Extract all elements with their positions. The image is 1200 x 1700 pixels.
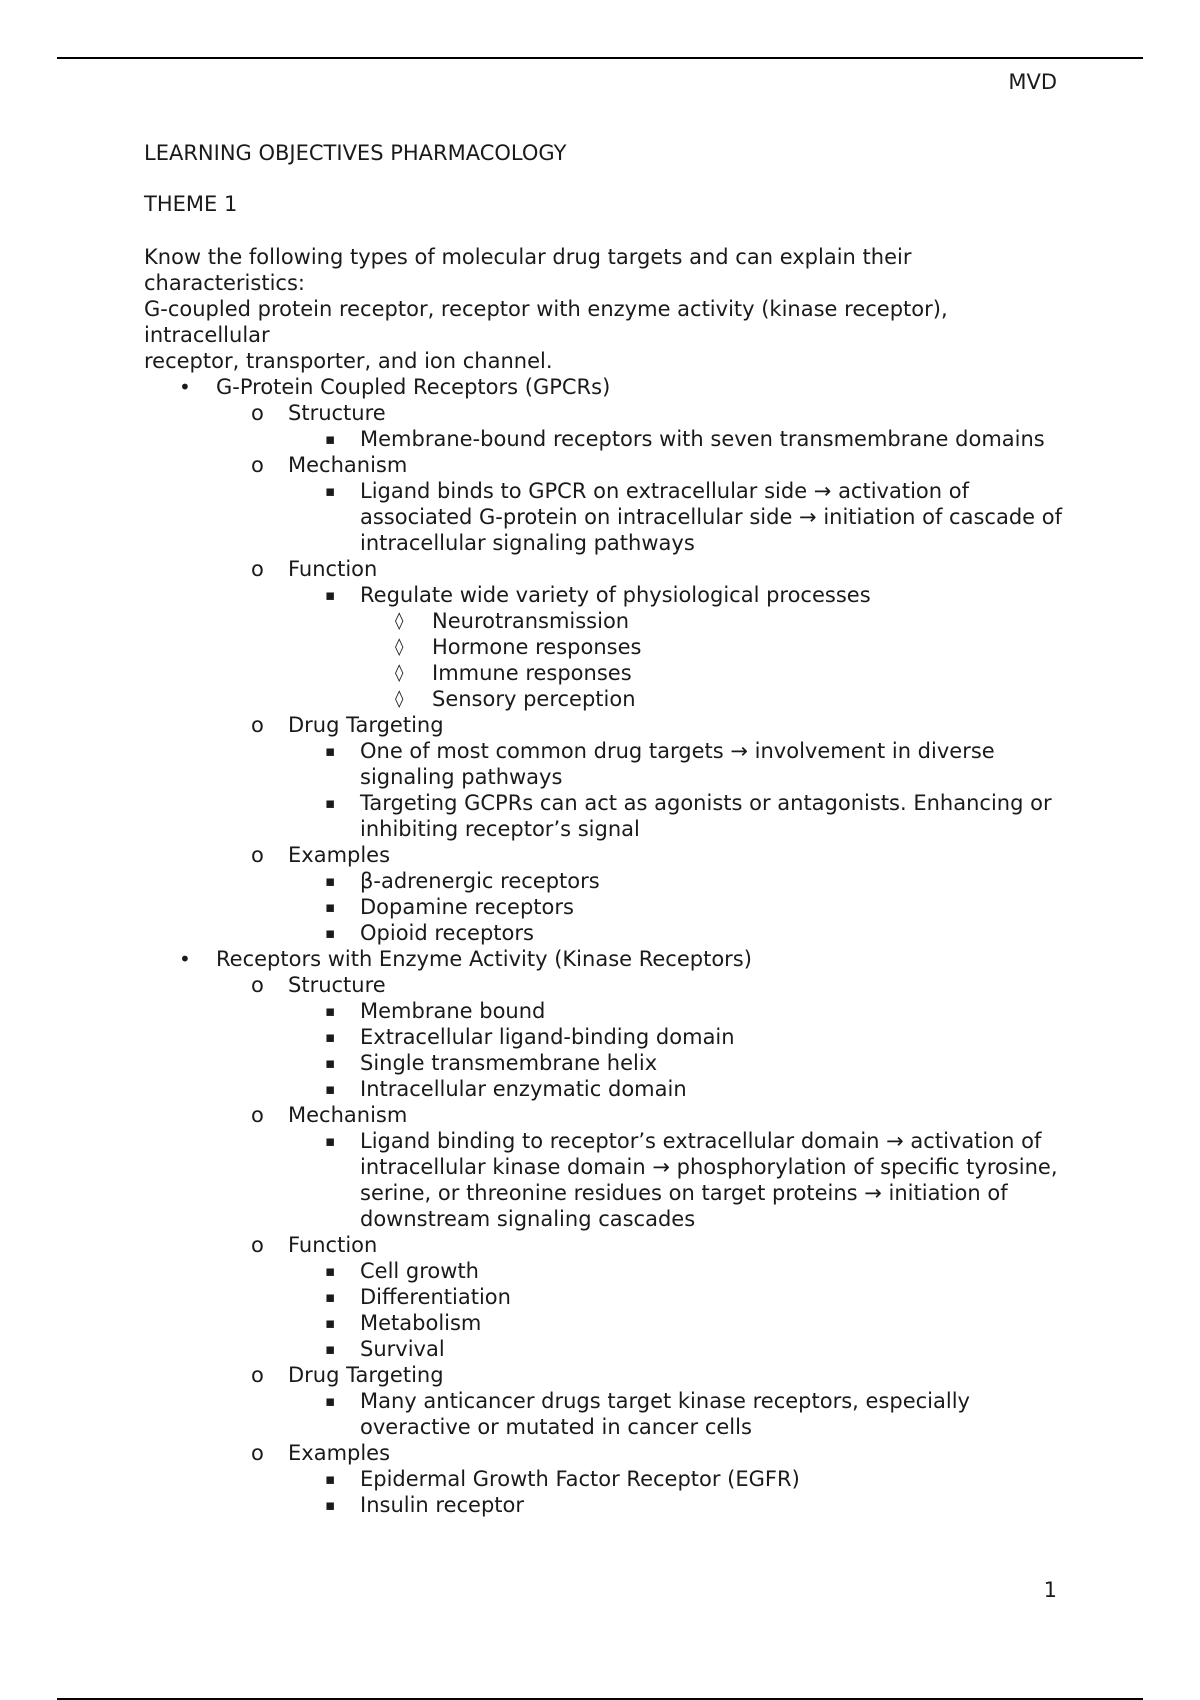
subsection-title: Drug Targeting (288, 1363, 444, 1387)
header-rule (57, 57, 1143, 59)
point-item (144, 920, 1064, 946)
bullet-icon: o (251, 713, 264, 737)
intro-line: Know the following types of molecular drug targets and can explain their characteristics: (144, 245, 912, 295)
point-text: Epidermal Growth Factor Receptor (EGFR) (360, 1467, 800, 1491)
point-item (144, 1076, 1064, 1102)
point-text: Ligand binds to GPCR on extracellular side → activation of associated G-protein on intracellular side → initiation of cascade of intracellular signaling pathways (360, 479, 1062, 555)
subpoint-text: Sensory perception (432, 687, 636, 711)
subsection-item (144, 400, 1064, 452)
point-item (144, 894, 1064, 920)
subsection-item (144, 1362, 1064, 1440)
bullet-icon: ▪ (325, 898, 336, 916)
subsection-item (144, 972, 1064, 1102)
point-item (144, 790, 1064, 842)
point-item (144, 478, 1064, 556)
bullet-icon: ◊ (395, 637, 404, 657)
bullet-icon: ▪ (325, 1002, 336, 1020)
subpoint-item (144, 634, 1064, 660)
point-list (288, 1258, 1064, 1362)
subsection-list (216, 400, 1064, 946)
bullet-icon: ▪ (325, 1496, 336, 1514)
point-item (144, 998, 1064, 1024)
bullet-icon: ▪ (325, 586, 336, 604)
point-item (144, 1024, 1064, 1050)
bullet-icon: o (251, 453, 264, 477)
point-item (144, 1128, 1064, 1232)
point-item (144, 1466, 1064, 1492)
bullet-icon: o (251, 1103, 264, 1127)
bullet-icon: ▪ (325, 430, 336, 448)
point-item (144, 1284, 1064, 1310)
point-text: Opioid receptors (360, 921, 534, 945)
subsection-title: Examples (288, 1441, 391, 1465)
point-list (288, 1388, 1064, 1440)
section-title: Receptors with Enzyme Activity (Kinase Receptors) (216, 947, 752, 971)
subsection-title: Mechanism (288, 453, 408, 477)
subpoint-item (144, 686, 1064, 712)
bullet-icon: ◊ (395, 689, 404, 709)
bullet-icon: o (251, 1441, 264, 1465)
bullet-icon: ▪ (325, 1054, 336, 1072)
point-text: Ligand binding to receptor’s extracellular domain → activation of intracellular kinase domain → phosphorylation of specific tyrosine, serine, or threonine residues on target proteins → initiation of downstream signaling cascades (360, 1129, 1058, 1231)
bullet-icon: ▪ (325, 872, 336, 890)
point-list (288, 582, 1064, 712)
section-item (144, 374, 1064, 946)
subpoint-text: Immune responses (432, 661, 632, 685)
point-text: Cell growth (360, 1259, 479, 1283)
point-item (144, 426, 1064, 452)
point-item (144, 1388, 1064, 1440)
subsection-title: Function (288, 557, 378, 581)
intro-line: G-coupled protein receptor, receptor with enzyme activity (kinase receptor), intracellular (144, 297, 948, 347)
theme-heading: THEME 1 (144, 192, 238, 216)
point-text: Metabolism (360, 1311, 482, 1335)
subpoint-text: Neurotransmission (432, 609, 630, 633)
point-text: Extracellular ligand-binding domain (360, 1025, 735, 1049)
point-text: Survival (360, 1337, 445, 1361)
bullet-icon: ▪ (325, 1262, 336, 1280)
subsection-title: Structure (288, 401, 386, 425)
subsection-list (216, 972, 1064, 1518)
point-list (288, 478, 1064, 556)
point-text: Membrane bound (360, 999, 546, 1023)
point-text: Intracellular enzymatic domain (360, 1077, 687, 1101)
point-text: Dopamine receptors (360, 895, 574, 919)
subsection-item (144, 1232, 1064, 1362)
point-item (144, 738, 1064, 790)
subsection-item (144, 452, 1064, 556)
point-list (288, 998, 1064, 1102)
bullet-icon: ▪ (325, 1470, 336, 1488)
subsection-title: Mechanism (288, 1103, 408, 1127)
section-item (144, 946, 1064, 1518)
point-text: Differentiation (360, 1285, 511, 1309)
subsection-title: Drug Targeting (288, 713, 444, 737)
point-item (144, 582, 1064, 712)
section-title: G-Protein Coupled Receptors (GPCRs) (216, 375, 611, 399)
bullet-icon: o (251, 843, 264, 867)
bullet-icon: ▪ (325, 1132, 336, 1150)
bullet-icon: o (251, 1363, 264, 1387)
point-text: Targeting GCPRs can act as agonists or antagonists. Enhancing or inhibiting receptor’s signal (360, 791, 1052, 841)
subpoint-text: Hormone responses (432, 635, 642, 659)
document-body (144, 140, 1064, 1518)
point-list (288, 738, 1064, 842)
bullet-icon: ▪ (325, 1340, 336, 1358)
point-item (144, 1050, 1064, 1076)
point-text: β-adrenergic receptors (360, 869, 600, 893)
objectives-outline (144, 374, 1064, 1518)
intro-line: receptor, transporter, and ion channel. (144, 349, 553, 373)
bullet-icon: ◊ (395, 611, 404, 631)
point-list (288, 1466, 1064, 1518)
bullet-icon: o (251, 973, 264, 997)
subsection-item (144, 1440, 1064, 1518)
bullet-icon: • (179, 947, 191, 971)
subsection-title: Function (288, 1233, 378, 1257)
subsection-item (144, 556, 1064, 712)
point-item (144, 868, 1064, 894)
subsection-item (144, 842, 1064, 946)
point-text: Membrane-bound receptors with seven transmembrane domains (360, 427, 1045, 451)
subsection-title: Examples (288, 843, 391, 867)
point-item (144, 1336, 1064, 1362)
bullet-icon: • (179, 375, 191, 399)
bullet-icon: ▪ (325, 1028, 336, 1046)
subpoint-list (360, 608, 1064, 712)
bullet-icon: ▪ (325, 482, 336, 500)
point-item (144, 1492, 1064, 1518)
bullet-icon: o (251, 1233, 264, 1257)
point-text: One of most common drug targets → involvement in diverse signaling pathways (360, 739, 995, 789)
point-list (288, 868, 1064, 946)
bullet-icon: ▪ (325, 1080, 336, 1098)
bullet-icon: ▪ (325, 794, 336, 812)
document-title: LEARNING OBJECTIVES PHARMACOLOGY (144, 141, 567, 165)
subsection-item (144, 712, 1064, 842)
bullet-icon: ◊ (395, 663, 404, 683)
bullet-icon: ▪ (325, 924, 336, 942)
point-text: Insulin receptor (360, 1493, 525, 1517)
header-initials: MVD (1008, 70, 1057, 94)
point-list (288, 426, 1064, 452)
bullet-icon: ▪ (325, 1288, 336, 1306)
bullet-icon: ▪ (325, 1392, 336, 1410)
point-list (288, 1128, 1064, 1232)
bullet-icon: ▪ (325, 1314, 336, 1332)
point-text: Many anticancer drugs target kinase receptors, especially overactive or mutated in cancer cells (360, 1389, 970, 1439)
point-text: Single transmembrane helix (360, 1051, 658, 1075)
bullet-icon: o (251, 401, 264, 425)
page-number: 1 (1043, 1578, 1057, 1602)
bullet-icon: o (251, 557, 264, 581)
intro-text (144, 244, 1064, 374)
subpoint-item (144, 660, 1064, 686)
point-item (144, 1258, 1064, 1284)
point-text: Regulate wide variety of physiological processes (360, 583, 871, 607)
subpoint-item (144, 608, 1064, 634)
point-item (144, 1310, 1064, 1336)
subsection-title: Structure (288, 973, 386, 997)
subsection-item (144, 1102, 1064, 1232)
bullet-icon: ▪ (325, 742, 336, 760)
